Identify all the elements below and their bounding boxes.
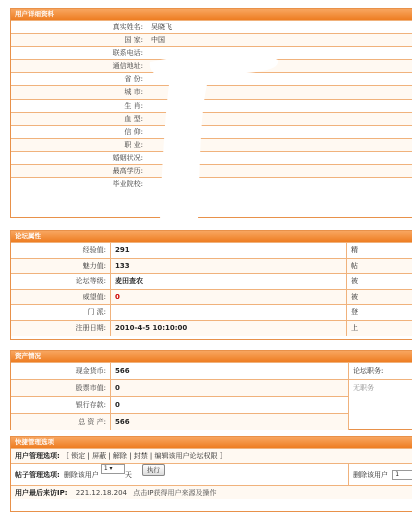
profile-label: 省 份:	[124, 75, 143, 84]
profile-value: 中国	[151, 36, 165, 45]
asset-label: 银行存款:	[11, 397, 111, 413]
ip-label: 用户最后来访IP:	[15, 489, 68, 497]
forum-label: 魅力值:	[11, 259, 111, 274]
post-options-label: 帖子管理选项:	[15, 471, 60, 479]
profile-label: 婚姻状况:	[112, 153, 143, 162]
profile-label: 血 型:	[124, 114, 143, 123]
profile-label: 国 家:	[124, 36, 143, 45]
forum-value	[111, 305, 347, 320]
asset-rows	[11, 362, 349, 430]
forum-value: 133	[111, 259, 347, 274]
forum-side-label: 帖	[351, 261, 358, 270]
ip-row	[11, 485, 412, 499]
forum-value: 2010-4-5 10:10:00	[111, 321, 347, 336]
forum-header: 论坛属性	[11, 231, 412, 242]
profile-label: 职 业:	[124, 140, 143, 149]
profile-label: 联系电话:	[112, 49, 143, 58]
assets-panel	[10, 350, 412, 430]
execute-button[interactable]: 执行	[142, 464, 165, 476]
post-delete-text: 删除该用户	[63, 471, 99, 479]
forum-row	[11, 258, 412, 274]
forum-row	[11, 320, 412, 336]
forum-row	[11, 304, 412, 320]
ip-value[interactable]: 221.12.18.204	[75, 489, 127, 497]
forum-panel	[10, 230, 412, 340]
right-delete-text: 删除该用户	[353, 471, 388, 479]
forum-value: 麦田查农	[111, 274, 347, 289]
post-days-value: 1	[103, 465, 108, 472]
forum-label: 注册日期:	[11, 321, 111, 336]
asset-value: 0	[115, 384, 120, 392]
profile-label: 通信地址:	[112, 62, 143, 71]
profile-label: 城 市:	[124, 88, 143, 97]
forum-side-label: 上	[351, 323, 358, 332]
asset-value: 566	[115, 367, 130, 375]
forum-label: 经验值:	[11, 243, 111, 258]
profile-label: 毕业院校:	[112, 180, 143, 189]
asset-label: 股票市值:	[11, 380, 111, 396]
asset-row	[11, 362, 348, 379]
asset-label: 现金货币:	[11, 363, 111, 379]
user-options-links[interactable]: ［ 锁定 | 屏蔽 | 解除 | 封禁 | 编辑该用户论坛权限 ］	[62, 452, 227, 460]
admin-panel	[10, 436, 412, 512]
forum-value: 0	[111, 290, 347, 305]
assets-header: 资产情况	[11, 351, 412, 362]
right-delete-cell	[348, 464, 412, 485]
forum-side-label: 被	[351, 292, 358, 301]
redaction-overlay	[140, 42, 280, 222]
post-options-row	[11, 463, 412, 485]
asset-row	[11, 396, 348, 413]
position-title: 论坛职务:	[349, 362, 412, 379]
forum-label: 门 派:	[11, 305, 111, 320]
profile-label: 真实姓名:	[112, 23, 143, 31]
profile-row	[11, 20, 412, 33]
forum-row	[11, 289, 412, 305]
position-box	[349, 362, 412, 430]
profile-label: 最高学历:	[112, 167, 143, 176]
forum-side-label: 被	[351, 277, 358, 286]
forum-row	[11, 273, 412, 289]
forum-side-label: 登	[351, 308, 358, 317]
user-options-label: 用户管理选项:	[15, 452, 60, 460]
position-value: 无职务	[349, 379, 412, 430]
forum-label: 威望值:	[11, 290, 111, 305]
profile-value: 吴晓飞	[151, 23, 172, 31]
admin-header: 快捷管理选项	[11, 437, 412, 448]
right-days-select[interactable]	[392, 470, 412, 480]
forum-row	[11, 242, 412, 258]
forum-rows	[11, 242, 412, 336]
profile-label: 生 肖:	[124, 101, 143, 110]
profile-header: 用户详细资料	[11, 9, 412, 20]
asset-value: 566	[115, 418, 130, 426]
forum-label: 论坛等级:	[11, 274, 111, 289]
post-days-unit: 天	[124, 471, 132, 479]
asset-row	[11, 413, 348, 430]
forum-side-label: 精	[351, 246, 358, 254]
asset-label: 总 资 产:	[11, 414, 111, 430]
asset-row	[11, 379, 348, 396]
profile-label: 信 仰:	[124, 127, 143, 136]
asset-value: 0	[115, 401, 120, 409]
forum-value: 291	[111, 243, 347, 258]
ip-note: 点击IP获得用户来源及操作	[133, 489, 217, 497]
right-days-value: 1	[395, 471, 400, 478]
post-days-select[interactable]: 1 ▾	[101, 464, 125, 474]
user-options-row	[11, 448, 412, 463]
